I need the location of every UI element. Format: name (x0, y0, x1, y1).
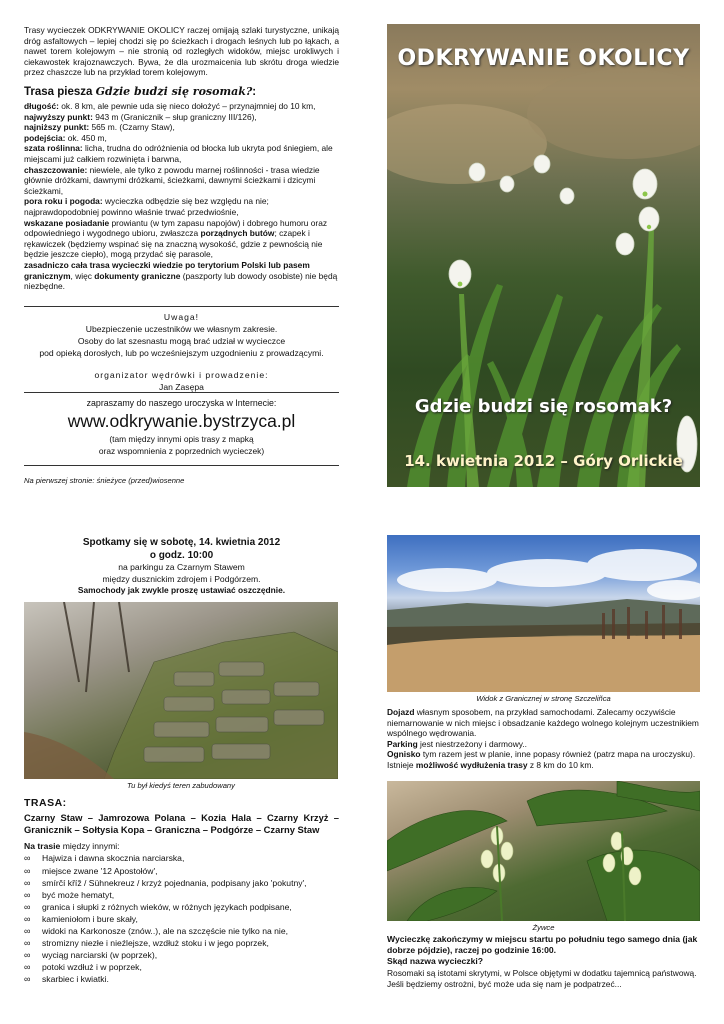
ending-question: Skąd nazwa wycieczki? (387, 956, 484, 967)
route-heading-prefix: Trasa piesza (24, 86, 93, 98)
organizer-name: Jan Zasępa (159, 382, 204, 392)
list-item: ∞ Hajwiza i dawna skocznia narciarska, (24, 853, 185, 864)
web-url-link[interactable]: www.odkrywanie.bystrzyca.pl (67, 411, 296, 431)
infinity-bullet-icon: ∞ (24, 901, 31, 912)
route-facts (24, 101, 339, 292)
fact-ascents: podejścia: ok. 450 m, (24, 132, 107, 143)
flowers-photo (387, 781, 700, 921)
trasa-route-line: Czarny Staw – Jamrozowa Polana – Kozia Hala – Czarny Krzyż – Granicznik – Sołtysia Kopa – Graniczna – Podgórze – Czarny Staw (24, 812, 339, 836)
landscape-illustration (387, 535, 700, 692)
cover-title: ODKRYWANIE OKOLICY (397, 46, 690, 71)
cover-date-place: 14. kwietnia 2012 – Góry Orlickie (404, 452, 683, 470)
list-item: ∞ smírčí kříž / Sühnekreuz / krzyż pojednania, podpisany jako 'pokutny', (24, 877, 307, 888)
fact-length: długość: ok. 8 km, ale pewnie uda się nieco dołożyć – przynajmniej do 10 km, (24, 101, 316, 111)
dojazd-text: Dojazd własnym sposobem, na przykład samochodami. Zalecamy oczywiście niemarnowanie w nich miejsc i obsadzanie każdego wolnego kolejnym uczestnikiem wspólnego wędrowania. (387, 707, 699, 739)
meeting-line-2: o godz. 10:00 (149, 550, 214, 561)
web-invite: zapraszamy do naszego uroczyska w Internecie: (86, 398, 277, 408)
route-section (24, 85, 339, 292)
infinity-bullet-icon: ∞ (24, 913, 31, 924)
warning-block (24, 311, 339, 393)
web-block (24, 397, 339, 457)
fact-bushwhacking: chaszczowanie: niewiele, ale tylko z powodu marnej roślinności - trasa wiedzie głównie dróżkami, dawnymi dróżkami, ścieżkami, dawnymi ścieżkami i dzicymi ścieżkami, (24, 164, 320, 196)
fact-highest: najwyższy punkt: 943 m (Granicznik – słup graniczny III/126), (24, 111, 257, 122)
infinity-bullet-icon: ∞ (24, 853, 31, 864)
travel-info (387, 707, 701, 771)
fact-lowest: najniższy punkt: 565 m. (Czarny Staw), (24, 122, 175, 133)
list-item: ∞ wyciąg narciarski (w poprzek), (24, 950, 158, 961)
intro-paragraph: Trasy wycieczek ODKRYWANIE OKOLICY raczej omijają szlaki turystyczne, unikają dróg asfaltowych – lepiej chodzi się po ścieżkach i drogach leśnych lub po łąkach, a nawet torem kolejowym – nie stronią od rozległych widoków, miejsc urokliwych i ciekawostek krajoznawczych. Bywa, że dla urozmaicenia lub skrótu droga wiedzie przez chaszcze lub na przykład torem kolejowym. (24, 25, 339, 78)
meeting-block (24, 536, 339, 597)
view-caption: Widok z Granicznej w stronę Szczeliñca (476, 694, 611, 703)
wall-photo (24, 602, 338, 779)
route-heading (24, 85, 339, 99)
list-item: ∞ widoki na Karkonosze (znów..), ale na szczęście nie tylko na nie, (24, 925, 288, 936)
divider-2 (24, 392, 339, 393)
web-note-2: oraz wspomnienia z poprzednich wycieczek) (98, 445, 265, 456)
list-item: ∞ skarbiec i kwiatki. (24, 974, 109, 985)
ognisko-text: Ognisko tym razem jest w planie, inne popasy również (patrz mapa na uroczysku). (387, 749, 696, 760)
list-item: ∞ miejsce zwane '12 Apostołów', (24, 865, 158, 876)
infinity-bullet-icon: ∞ (24, 974, 31, 985)
route-heading-name: Gdzie budzi się rosomak? (95, 85, 253, 98)
warning-line-1: Ubezpieczenie uczestników we własnym zakresie. (85, 324, 278, 334)
infinity-bullet-icon: ∞ (24, 865, 31, 876)
list-item: ∞ granica i słupki z różnych wieków, w różnych językach podpisane, (24, 901, 292, 912)
trasa-block (24, 797, 339, 985)
infinity-bullet-icon: ∞ (24, 877, 31, 888)
ending-bold: Wycieczkę zakończymy w miejscu startu po południu tego samego dnia (jak dobrze pójdzie), raczej po godzinie 16:00. (387, 934, 698, 956)
warning-title: Uwaga! (163, 312, 200, 322)
cover-image (387, 24, 700, 487)
snowdrop-illustration (387, 24, 700, 487)
route-heading-suffix: : (252, 86, 257, 98)
meeting-line-5: Samochody jak zwykle proszę ustawiać oszczędnie. (77, 585, 286, 595)
meeting-line-4: między dusznickim zdrojem i Podgórzem. (102, 573, 261, 584)
organizer-label: organizator wędrówki i prowadzenie: (94, 370, 269, 380)
warning-line-3: pod opieką dorosłych, lub po wcześniejszym uzgodnieniu z prowadzącymi. (39, 348, 324, 358)
stone-wall-illustration (24, 602, 338, 779)
list-item: ∞ stromizny niezłe i nieźlejsze, wzdłuż stoku i w jego poprzek, (24, 938, 269, 949)
divider-3 (24, 465, 339, 466)
list-item: ∞ kamieniołom i bure skały, (24, 913, 138, 924)
cover-note: Na pierwszej stronie: śnieżyce (przed)wiosenne (24, 476, 185, 485)
infinity-bullet-icon: ∞ (24, 925, 31, 936)
extend-text: Istnieje możliwość wydłużenia trasy z 8 km do 10 km. (387, 759, 594, 770)
infinity-bullet-icon: ∞ (24, 962, 31, 973)
infinity-bullet-icon: ∞ (24, 938, 31, 949)
ending-answer: Rosomaki są istotami skrytymi, w Polsce objętymi w dodatku tajemnicą państwową. Jeśli będziemy ostrożni, być może uda się nam je podpatrzeć... (387, 967, 697, 989)
infinity-bullet-icon: ∞ (24, 889, 31, 900)
flowers-illustration (387, 781, 700, 921)
parking-text: Parking jest niestrzeżony i darmowy.. (387, 738, 527, 749)
trasa-list (24, 852, 339, 985)
fact-season: pora roku i pogoda: wycieczka odbędzie się bez względu na nie; najprawdopodobniej powinno właśnie trwać przedwiośnie, (24, 196, 269, 217)
divider-1 (24, 306, 339, 307)
trasa-on-route: Na trasie między innymi: (24, 841, 120, 852)
meeting-line-1: Spotkamy się w sobotę, 14. kwietnia 2012 (82, 537, 281, 548)
warning-line-2: Osoby do lat szesnastu mogą brać udział w wycieczce (77, 336, 286, 346)
infinity-bullet-icon: ∞ (24, 950, 31, 961)
fact-gear: wskazane posiadanie prowiantu (w tym zapasu napojów) i dobrego humoru oraz odpowiedniego i wygodnego ubioru, zwłaszcza porządnych butów; czapek i rękawiczek (będziemy wspinać się na znaczną wysokość, gdzie z pewnością nie będzie jeszcze ciepło), mogą przydać się parasole, (24, 217, 328, 260)
flowers-caption: Żywce (532, 923, 555, 932)
list-item: ∞ potoki wzdłuż i w poprzek, (24, 962, 142, 973)
trasa-title: TRASA: (24, 797, 67, 809)
view-photo (387, 535, 700, 692)
fact-vegetation: szata roślinna: licha, trudna do odróżnienia od błocka lub ukryta pod śniegiem, ale miejscami już całkiem rozwinięta i barwna, (24, 143, 333, 164)
list-item: ∞ być może hematyt, (24, 889, 115, 900)
fact-border: zasadniczo cała trasa wycieczki wiedzie po terytorium Polski lub pasem granicznym, więc dokumenty graniczne (paszporty lub dowody osobiste) nie będą niezbędne. (24, 259, 338, 292)
web-note-1: (tam między innymi opis trasy z mapką (109, 434, 254, 444)
wall-caption: Tu był kiedyś teren zabudowany (127, 781, 235, 790)
ending-block (387, 934, 701, 990)
cover-subtitle: Gdzie budzi się rosomak? (414, 396, 673, 417)
meeting-line-3: na parkingu za Czarnym Stawem (118, 562, 245, 572)
